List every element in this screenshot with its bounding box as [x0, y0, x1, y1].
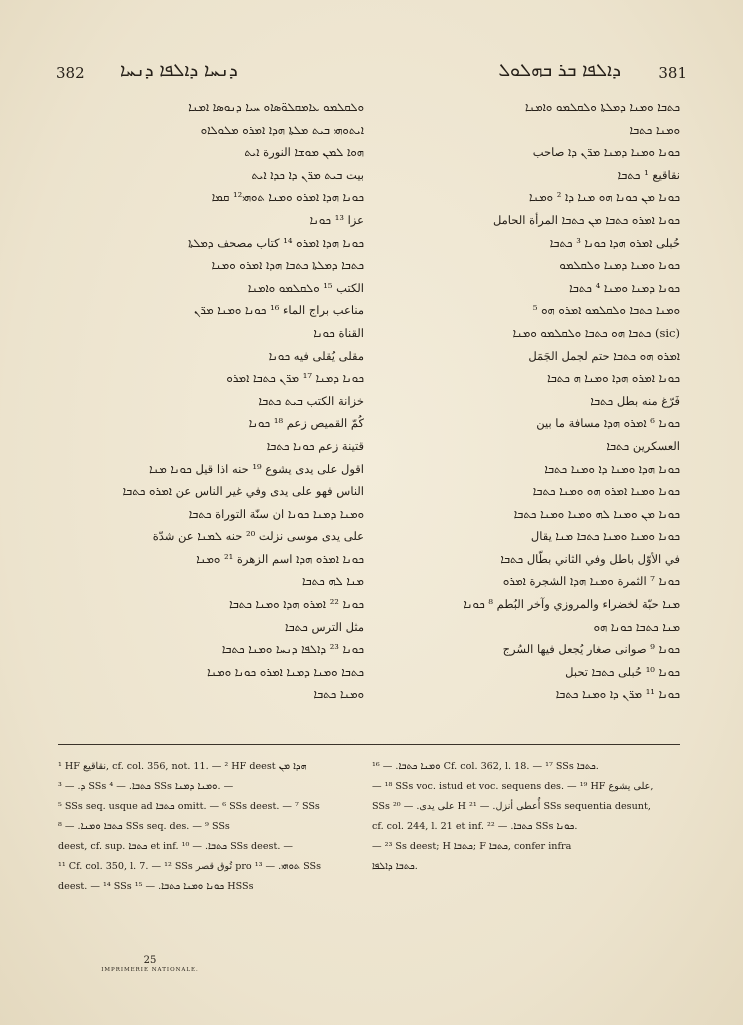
footnotes-right — [372, 757, 680, 877]
dictionary-line: ܘܡܢܐ ܟܬܒܐ — [313, 687, 364, 702]
dictionary-line: فَرّغ منه بطل ܟܬܒܐ — [590, 393, 680, 408]
footnote-line: ܟܬܒܐ ܘܡܢܐ. — ⁸ SSs seq. des. — ⁹ SSs — [58, 821, 230, 832]
dictionary-line: الكتب ¹⁵ ܘܠܩܠܡܘ ܘܐܡܢܐ — [247, 280, 364, 295]
footnote-line: — ²³ Ss deest; H ܟܬܒܐ; F ܟܬܒܐ, confer infra — [372, 841, 572, 852]
dictionary-line: ܟܘܢܐ ܗܕܐ ܐܡܪܘ ܘܡܢܐ ܬܘܗܝ¹² ܩܡܐ — [211, 190, 364, 205]
dictionary-line: ܟܘܢܐ ܘܡܢܐ ܕܡܢܐ ܡܪ̈ܢ ܕܐ صاحب — [532, 145, 680, 160]
dictionary-line: بيت ܒܝܬ ܡܪ̈ܢ ܕܐ ܟܕܐ ܐܝܬ — [251, 167, 364, 182]
left-page-number: 382 — [56, 64, 85, 82]
dictionary-line: خزانة الكتب ܒܝܬ ܟܬܒܐ — [258, 393, 364, 408]
footnote-divider — [58, 744, 680, 745]
dictionary-line: في الأوّل باطل وفي الثاني بطّال ܟܬܒܐ — [500, 551, 680, 566]
dictionary-line: حُبلى ܐܡܪܘ ܗܕܐ ܟܘܢܐ ³ ܟܬܒܐ — [549, 235, 680, 250]
dictionary-line: ܟܬܒܐ ܘܡܢܐ ܕܡܢܐ ܐܡܪܘ ܟܘܢܐ ܘܡܢܐ — [207, 664, 364, 679]
dictionary-line: ܟܘܢܐ ²³ ܕܐܠܦܐ ܕܢܚܐ ܘܡܢܐ ܟܬܒܐ — [221, 642, 364, 657]
dictionary-line: ܡܢܐ ܟܬܒܐ ܟܘܢܐ ܗܘ — [593, 619, 680, 634]
dictionary-line: ܟܘܢܐ ܡܢ ܟܘܢܐ ܗܘ ܡܢܐ ܕܐ ² ܘܡܢܐ — [528, 190, 680, 205]
right-page-number: 381 — [658, 64, 687, 82]
dictionary-line: ܟܘܢܐ ܐܡܪܘ ܗܕܐ اسم الزهرة ²¹ ܘܡܢܐ — [196, 551, 364, 566]
footnote-line: — ¹⁸ SSs voc. istud et voc. sequens des. — ¹⁹ HF على يشوع, — [372, 781, 654, 792]
dictionary-line: نقاقيع ¹ ܟܬܒܐ — [617, 167, 680, 182]
dictionary-line: ܘܡܢܐ ܟܬܒܐ — [629, 122, 680, 137]
imprint-line: IMPRIMERIE NATIONALE. — [101, 967, 199, 973]
dictionary-line: كُمّ القميص زعم ¹⁸ ܟܘܢܐ — [248, 416, 364, 431]
dictionary-line: مثل الترس ܟܬܒܐ — [285, 619, 364, 634]
right-text-column — [374, 96, 680, 706]
dictionary-line: ܟܘܢܐ ܗܕܐ ܐܡܪܘ ¹⁴ كتاب مصحف ܕܡܠܬܐ — [188, 235, 364, 250]
dictionary-line: ܟܘܢܐ ¹¹ ܡܪ̈ܢ ܕܐ ܘܡܢܐ ܟܬܒܐ — [555, 687, 680, 702]
dictionary-line: القناة ܟܘܢܐ — [313, 325, 364, 340]
footnote-line: SSs على يدى. — ²⁰ H أُعطى أنزل. — ²¹ SSs sequentia desunt, — [372, 801, 651, 812]
footnote-line: ܘܡܢܐ ܟܬܒܐ. — ¹⁶ Cf. col. 362, l. 18. — ¹⁷ SSs ܟܬܒܐ. — [372, 761, 599, 772]
dictionary-line: ܟܘܢܐ ⁶ ܐܡܪܘ ܗܕܐ مسافة ما بين — [536, 416, 680, 431]
left-running-title: ܕܢܚܐ ܕܐܠܦܐ ܕܢܚܐ — [120, 60, 238, 81]
dictionary-line: ܡܢܐ حبّة لخضراء والمروزي وآخر البُطم ⁸ ܟܘܢܐ — [463, 597, 680, 612]
dictionary-line: ܟܬܒܐ ܕܡܠܬܐ ܟܬܒܐ ܗܕܐ ܐܡܪܘ ܘܡܢܐ — [211, 258, 364, 273]
dictionary-line: ܟܘܢܐ ¹⁰ حُبلى ܟܬܒܐ تحبل — [565, 664, 680, 679]
dictionary-line: ܘܡܢܐ ܟܬܒܐ ܘܠܩܠܡܘ ܐܡܪܘ ܗܘ ⁵ — [532, 303, 680, 318]
footnote-line: deest. — ¹⁴ SSs ܟܘܢܐ ܘܡܢܐ ܟܬܒܐ. — ¹⁵ HSSs — [58, 881, 254, 892]
dictionary-line: على يدى موسى نزلت ²⁰ حنه ܠܡܢܐ عن شدّة — [152, 529, 364, 544]
footnote-line: deest, cf. sup. ܟܬܒܐ et inf. ܟܬܒܐ. — ¹⁰ SSs deest. — — [58, 841, 294, 852]
dictionary-line: ܗܘܐ ܠܡܢ ܡܘܫܐ النورة ܐܝܬ — [244, 145, 364, 160]
dictionary-line: ܟܘܢܐ ܘܡܢܐ ܕܡܢܐ ܘܠܩܠܡܘ — [559, 258, 680, 273]
dictionary-line: مقلى يُقلى فيه ܟܘܢܐ — [268, 348, 364, 363]
footnote-line: ⁵ SSs seq. usque ad ܟܬܒܐ omitt. — ⁶ SSs deest. — ⁷ SSs — [58, 801, 320, 812]
dictionary-line: ܟܘܢܐ ܘܡܢܐ ܘܡܢܐ ܟܬܒܐ ܡܢܐ يقال — [530, 529, 680, 544]
dictionary-line: مناعب براج الماء ¹⁶ ܟܘܢܐ ܘܡܢܐ ܡܪ̈ܢ — [194, 303, 364, 318]
dictionary-line: ܘܡܢܐ ܕܡܢܐ ܟܘܢܐ ان سنّة التوراة ܟܬܒܐ — [188, 506, 364, 521]
dictionary-line: ܐܝܬܘܗܝ ܒܝܬ ܡܠܬܐ ܗܕܐ ܐܡܪܘ ܡܠܘܠܐܘ — [200, 122, 364, 137]
footnote-line: ܟܬܒܐ ܕܐܠܦܐ. — [372, 861, 418, 872]
dictionary-line: ܟܘܢܐ ⁹ صوانى صغار يُجعل فيها السُرج — [502, 642, 680, 657]
page-header — [56, 60, 687, 90]
dictionary-line: ܟܘܢܐ ܕܡܢܐ ܘܡܢܐ ⁴ ܟܬܒܐ — [569, 280, 680, 295]
dictionary-line: اقول على يدى يشوع ¹⁹ حنه اذا قيل ܟܘܢܐ ܡܢܐ — [149, 461, 364, 476]
dictionary-line: عزا ¹³ ܟܘܢܐ — [309, 212, 364, 227]
footnote-line: ¹ HF نقاقيع, cf. col. 356, not. 11. — ² HF deest ܗܕܐ ܡܢ — [58, 761, 307, 772]
dictionary-line: ܟܘܢܐ ²² ܐܡܪܘ ܗܕܐ ܘܡܢܐ ܟܬܒܐ — [229, 597, 364, 612]
dictionary-line: (sic) ܟܬܒܐ ܗܘ ܟܬܒܐ ܘܠܩܠܡܘ ܘܡܢܐ — [512, 325, 680, 340]
dictionary-line: ܟܘܢܐ ܕܡܢܐ ¹⁷ ܡܪ̈ܢ ܟܬܒܐ ܐܡܪܘ — [226, 371, 364, 386]
footnotes-left — [58, 757, 358, 897]
left-text-column — [58, 96, 364, 706]
dictionary-line: ܟܘܢܐ ܘܡܢܐ ܐܡܪܘ ܗܘ ܘܡܢܐ ܟܬܒܐ — [532, 484, 680, 499]
dictionary-line: ܟܬܒܐ ܘܡܢܐ ܕܡܠܬܐ ܘܠܩܠܡܘ ܘܐܡܢܐ — [525, 100, 680, 114]
footnote-line: ܕ. — ³ SSs ܟܬܒܐ. — ⁴ SSs ܘܡܢܐ ܕܡܢܐ. — — [58, 781, 234, 792]
dictionary-line: ܟܘܢܐ ܐܡܪܘ ܟܬܒܐ ܡܢ ܟܬܒܐ المرأة الحامل — [492, 212, 680, 227]
footnote-line: ¹¹ Cf. col. 350, l. 7. — ¹² SSs تُوق قصر pro ܬܘܗܝ. — ¹³ SSs — [58, 861, 321, 872]
dictionary-line: ܡܢܐ ܠܗ ܟܬܒܐ — [302, 574, 364, 589]
dictionary-line: ܟܘܢܐ ܗܕܐ ܘܡܢܐ ܕܐ ܘܡܢܐ ܟܬܒܐ — [544, 461, 680, 476]
footnote-line: cf. col. 244, l. 21 et inf. ܟܬܒܐ. — ²² SSs ܟܘܢܐ. — [372, 821, 578, 832]
dictionary-line: ܟܘܢܐ ܐܡܪܘ ܗܕܐ ܘܡܢܐ ܗ ܟܬܒܐ — [547, 371, 680, 386]
dictionary-line: ܟܘܢܐ ܡܢ ܘܡܢܐ ܠܗ ܘܡܢܐ ܘܡܢܐ ܟܬܒܐ — [513, 506, 680, 521]
dictionary-line: ܟܘܢܐ ⁷ الثمرة ܘܡܢܐ ܗܕܐ الشجرة ܐܡܪܘ — [502, 574, 680, 589]
dictionary-line: قتينة زعم ܟܘܢܐ ܟܬܒܐ — [266, 438, 364, 453]
dictionary-line: الناس فهو على يدى وفي غير الناس عن ܐܡܪܘ ܟܬܒܐ — [122, 484, 364, 499]
dictionary-line: ܐܡܪܘ ܗܘ ܟܬܒܐ حتم لجمل الجَمَل — [528, 348, 680, 363]
signature-mark: 25 — [143, 955, 157, 966]
dictionary-line: ܘܠܩܠܡܘ ܥܐܡܩܠܘ̈ܣܐܘ ܚܝܐ ܕܢܘܣܐ ܐܡܢܐ — [188, 100, 364, 114]
right-running-title: ܕܐܠܦܐ ܒܪ ܒܗܠܘܠ — [498, 60, 621, 81]
dictionary-line: العسكرين ܟܬܒܐ — [606, 438, 680, 453]
